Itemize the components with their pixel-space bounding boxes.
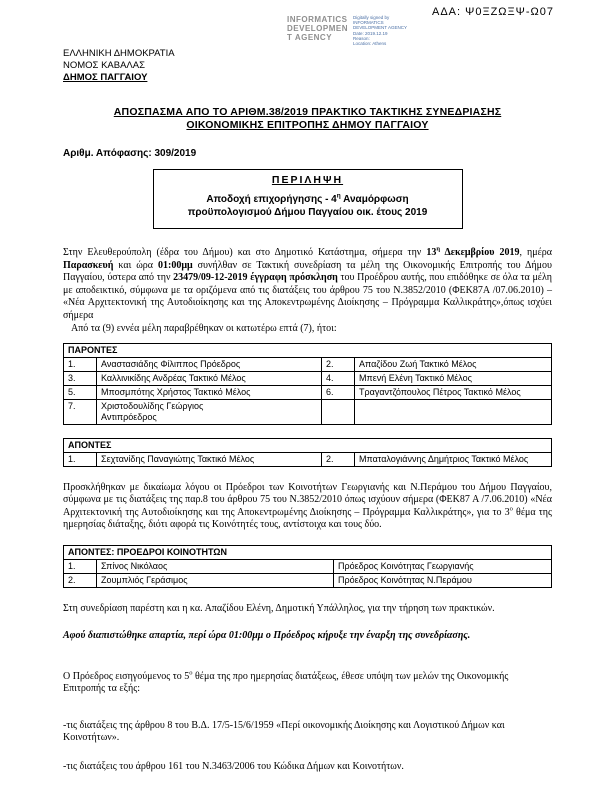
table-row: 2. Ζουμπλιός Γεράσιμος Πρόεδρος Κοινότητας Ν.Περάμου — [64, 573, 552, 587]
summary-body: Αποδοχή επιχορήγησης - $4^\eta$ Αναμόρφωση προϋπολογισμού Δήμου Παγγαίου οικ. έτους 2019 — [187, 192, 428, 218]
document-title-line2: ΟΙΚΟΝΟΜΙΚΗΣ ΕΠΙΤΡΟΠΗΣ ΔΗΜΟΥ ΠΑΓΓΑΙΟΥ — [186, 119, 429, 131]
table-header-absent-presidents: ΑΠΟΝΤΕΣ: ΠΡΟΕΔΡΟΙ ΚΟΙΝΟΤΗΤΩΝ — [64, 545, 552, 559]
table-row — [64, 545, 552, 559]
authority-line-municipality: ΔΗΜΟΣ ΠΑΓΓΑΙΟΥ — [63, 72, 148, 83]
paragraph-topic-introduction: Ο Πρόεδρος εισηγούμενος το $5^o$ θέμα της προ ημερησίας διατάξεως, έθεσε υπόψη των μελών της Οικονομικής Επιτροπής τα εξής: — [63, 669, 509, 694]
ada-code: ΑΔΑ: Ψ0ΞΖΩΞΨ-Ω07 — [432, 6, 554, 18]
summary-box — [153, 169, 463, 229]
table-absent-community-presidents — [63, 545, 552, 588]
table-row: 3. Καλλινικίδης Ανδρέας Τακτικό Μέλος 4. Μπενή Ελένη Τακτικό Μέλος — [64, 371, 552, 385]
signature-agency-name: INFORMATICS DEVELOPMEN T AGENCY — [287, 15, 349, 42]
authority-line-prefecture: ΝΟΜΟΣ ΚΑΒΑΛΑΣ — [63, 60, 145, 71]
table-row: 7. Χριστοδουλίδης Γεώργιος Αντιπρόεδρος — [64, 399, 552, 424]
paragraph-secretary: Στη συνεδρίαση παρέστη και η κα. Απαζίδου Ελένη, Δημοτική Υπάλληλος, για την τήρηση των πρακτικών. — [63, 602, 495, 614]
paragraph-session-intro: Στην Ελευθερούπολη (έδρα του Δήμου) και στο Δημοτικό Κατάστημα, σήμερα την $13^\eta$ Δεκεμβρίου 2019, ημέρα Παρασκευή και ώρα 01:00μμ συνήλθαν σε Τακτική συνεδρίαση τα μέλη της Οικονομικής Επιτροπής του Δήμου Παγγαίου, ύστερα από την 23479/09-12-2019 έγγραφη πρόσκληση του Προέδρου αυτής, που επιδόθηκε σε όλα τα μέλη με αποδεικτικό, σύμφωνα με τα οριζόμενα από τις διατάξεις του άρθρου 75 του Ν.3852/2010 (ΦΕΚ87Α /07.06.2010) – «Νέα Αρχιτεκτονική της Αυτοδιοίκησης και της Αποκεντρωμένης Διοίκησης – Πρόγραμμα Καλλικράτης»,όπως ισχύει σήμερα — [63, 245, 552, 321]
table-row: 1. Σεχτανίδης Παναγιώτης Τακτικό Μέλος 2. Μπαταλογιάννης Δημήτριος Τακτικό Μέλος — [64, 452, 552, 466]
authority-header — [63, 0, 552, 84]
table-header-present: ΠΑΡΟΝΤΕΣ — [64, 343, 552, 357]
table-row — [64, 343, 552, 357]
document-title-line1: ΑΠΟΣΠΑΣΜΑ ΑΠΟ ΤΟ ΑΡΙΘΜ.38/2019 ΠΡΑΚΤΙΚΟ ΤΑΚΤΙΚΗΣ ΣΥΝΕΔΡΙΑΣΗΣ — [113, 106, 502, 118]
table-row: 1. Σπίνος Νικόλαος Πρόεδρος Κοινότητας Γεωργιανής — [64, 559, 552, 573]
paragraph-legal-provision-2: -τις διατάξεις του άρθρου 161 του Ν.3463/2006 του Κώδικα Δήμων και Κοινοτήτων. — [63, 760, 404, 772]
authority-line-republic: ΕΛΛΗΝΙΚΗ ΔΗΜΟΚΡΑΤΙΑ — [63, 48, 175, 59]
summary-title: ΠΕΡΙΛΗΨΗ — [271, 174, 344, 186]
table-present-members — [63, 343, 552, 425]
paragraph-quorum: Αφού διαπιστώθηκε απαρτία, περί ώρα 01:00μμ ο Πρόεδρος κήρυξε την έναρξη της συνεδρίασης. — [63, 630, 471, 641]
table-row: 1. Αναστασιάδης Φίλιππος Πρόεδρος 2. Απαζίδου Ζωή Τακτικό Μέλος — [64, 357, 552, 371]
table-row — [64, 438, 552, 452]
paragraph-attendance-count: Από τα (9) εννέα μέλη παραβρέθηκαν οι κατωτέρω επτά (7), ήτοι: — [71, 323, 337, 334]
paragraph-legal-provision-1: -τις διατάξεις της άρθρου 8 του Β.Δ. 17/5-15/6/1959 «Περί οικονομικής Διοίκησης και Λογιστικού Δήμων και Κοινοτήτων». — [63, 719, 505, 743]
table-absent-members — [63, 438, 552, 467]
signature-details: Digitally signed by INFORMATICS DEVELOPMENT AGENCY Date: 2019.12.19 Reason: Location: Athens — [353, 15, 407, 47]
table-header-absent: ΑΠΟΝΤΕΣ — [64, 438, 552, 452]
document-content — [63, 0, 552, 773]
decision-number: Αριθμ. Απόφασης: 309/2019 — [63, 148, 197, 159]
paragraph-community-presidents-invited: Προσκλήθηκαν με δικαίωμα λόγου οι Πρόεδροι των Κοινοτήτων Γεωργιανής και Ν.Περάμου του Δήμου Παγγαίου, σύμφωνα με τις διατάξεις της παρ.8 του άρθρου 75 του Ν.3852/2010 όπως ισχύουν σήμερα (ΦΕΚ87 Α /7.06.2010) «Νέα Αρχιτεκτονική της Αυτοδιοίκησης και της Αποκεντρωμένης Διοίκησης – Πρόγραμμα Καλλικράτης», για το $3^o$ θέμα της ημερησίας διάταξης, διότι αφορά τις Κοινότητές τους, αντίστοιχα και τους δύο. — [63, 481, 552, 530]
document-title — [63, 106, 552, 132]
table-row: 5. Μποσμπότης Χρήστος Τακτικό Μέλος 6. Τραγαντζόπουλος Πέτρος Τακτικό Μέλος — [64, 385, 552, 399]
